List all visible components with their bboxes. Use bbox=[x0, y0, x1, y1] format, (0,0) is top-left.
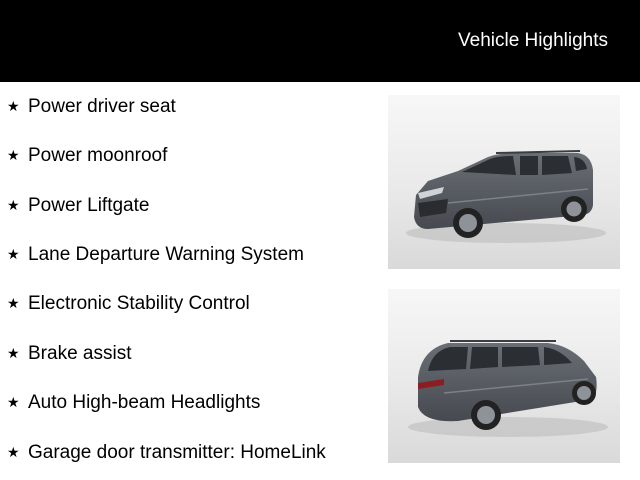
minivan-rear-icon bbox=[388, 289, 620, 463]
vehicle-photo-front bbox=[388, 95, 620, 269]
feature-item bbox=[0, 342, 380, 366]
feature-item bbox=[0, 95, 380, 119]
feature-item bbox=[0, 292, 380, 316]
feature-label: Brake assist bbox=[28, 343, 132, 364]
feature-item bbox=[0, 243, 380, 267]
star-bullet-icon: ★ bbox=[7, 197, 20, 213]
feature-label: Electronic Stability Control bbox=[28, 293, 250, 314]
star-bullet-icon: ★ bbox=[7, 394, 20, 410]
feature-label: Power driver seat bbox=[28, 96, 176, 117]
feature-label: Power moonroof bbox=[28, 145, 168, 166]
page-title: Vehicle Highlights bbox=[458, 30, 608, 51]
star-bullet-icon: ★ bbox=[7, 147, 20, 163]
feature-label: Auto High-beam Headlights bbox=[28, 392, 261, 413]
feature-label: Garage door transmitter: HomeLink bbox=[28, 442, 326, 463]
vehicle-photo-rear bbox=[388, 289, 620, 463]
star-bullet-icon: ★ bbox=[7, 444, 20, 460]
feature-label: Power Liftgate bbox=[28, 195, 150, 216]
star-bullet-icon: ★ bbox=[7, 98, 20, 114]
feature-item bbox=[0, 194, 380, 218]
feature-item bbox=[0, 391, 380, 415]
star-bullet-icon: ★ bbox=[7, 295, 20, 311]
feature-label: Lane Departure Warning System bbox=[28, 244, 304, 265]
star-bullet-icon: ★ bbox=[7, 345, 20, 361]
header-bar bbox=[0, 0, 640, 82]
feature-item bbox=[0, 144, 380, 168]
feature-item bbox=[0, 441, 380, 465]
star-bullet-icon: ★ bbox=[7, 246, 20, 262]
minivan-front-icon bbox=[388, 95, 620, 269]
